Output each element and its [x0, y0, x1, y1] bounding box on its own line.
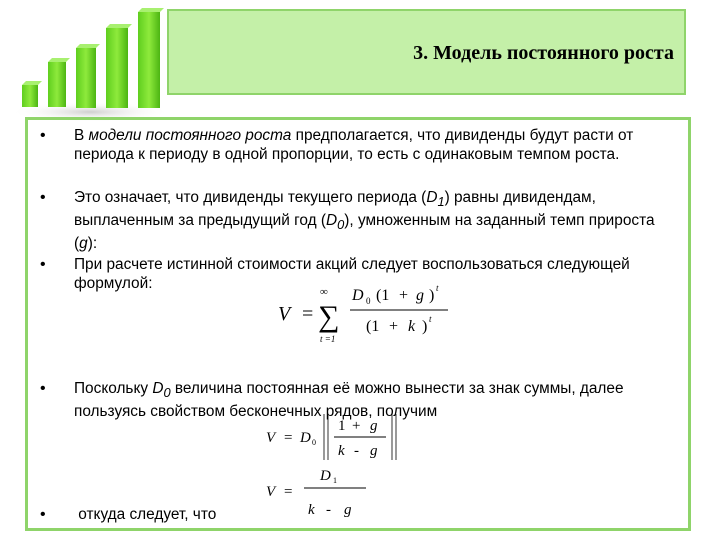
- slide-title: 3. Модель постоянного роста: [413, 42, 674, 64]
- formula-sub: 0: [312, 438, 316, 447]
- bullet-marker: •: [40, 506, 46, 523]
- formula-plus: +: [352, 418, 361, 434]
- formula-lower-limit: t =1: [320, 334, 336, 344]
- formula-var-k: k: [408, 318, 416, 335]
- formula-var-g: g: [370, 443, 378, 459]
- formula-paren: (1: [376, 287, 390, 304]
- formula-equals: =: [302, 303, 314, 325]
- formula-minus: -: [326, 502, 331, 518]
- formula-equals: =: [284, 484, 293, 500]
- formula-paren: ): [429, 287, 435, 304]
- formula-var-v: V: [278, 303, 291, 325]
- bullet-marker: •: [40, 189, 46, 206]
- formula-plus: +: [399, 287, 409, 304]
- formula-exponent: t: [429, 314, 432, 324]
- formula-plus: +: [389, 318, 399, 335]
- formula-var-v: V: [266, 484, 276, 500]
- formula-var-k: k: [308, 502, 315, 518]
- title-banner: [167, 9, 686, 95]
- formula-minus: -: [354, 443, 359, 459]
- green-bar-chart-logo: [0, 0, 170, 125]
- formula-exponent: t: [436, 283, 439, 293]
- formula-sub: 1: [333, 476, 337, 485]
- formula-sub: 0: [366, 296, 371, 306]
- bullet-5-text: откуда следует, что: [74, 506, 217, 523]
- formula-var-d: D: [352, 287, 364, 304]
- bullet-marker: •: [40, 127, 46, 144]
- formula-var-v: V: [266, 430, 276, 446]
- bullet-2-text: Это означает, что дивиденды текущего периода $(D_1)$ равны дивидендам, выплаченным за предыдущий год $(D_0)$, умноженным на заданный темп прироста (g):: [74, 189, 655, 253]
- bullet-3-text: При расчете истинной стоимости акций следует воспользоваться следующей формулой:: [74, 256, 630, 292]
- formula-perpetuity: [262, 410, 422, 465]
- formula-var-k: k: [338, 443, 345, 459]
- formula-paren: ): [422, 318, 428, 335]
- formula-equals: =: [284, 430, 293, 446]
- formula-sigma: ∑: [318, 300, 340, 333]
- bullet-1-text: В модели постоянного роста предполагается, что дивиденды будут расти от периода к периоду в одной пропорции, то есть с одинаковым темпом роста.: [74, 127, 634, 163]
- formula-infinity: ∞: [320, 286, 328, 298]
- formula-present-value-sum: [270, 280, 470, 355]
- formula-paren: (1: [366, 318, 380, 335]
- formula-one: 1: [338, 418, 346, 434]
- formula-var-g: g: [370, 418, 378, 434]
- formula-var-d: D: [300, 430, 311, 446]
- bullet-4-text: Поскольку $D_0$ величина постоянная её можно вынести за знак суммы, далее пользуясь свойством бесконечных рядов, получим: [74, 380, 624, 421]
- formula-var-g: g: [344, 502, 352, 518]
- formula-var-d: D: [320, 468, 331, 484]
- formula-var-g: g: [416, 287, 424, 304]
- bullet-marker: •: [40, 256, 46, 273]
- bullet-marker: •: [40, 380, 46, 397]
